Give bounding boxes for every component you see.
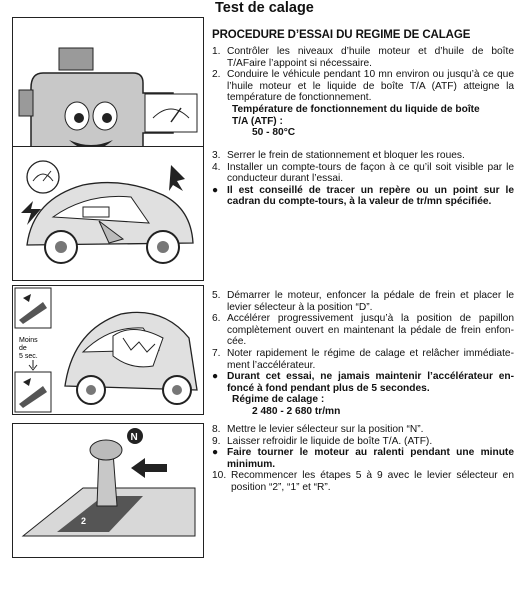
gear-selector-icon	[13, 424, 203, 557]
page-title: Test de calage	[215, 0, 314, 16]
illustration-stall-test	[12, 285, 204, 415]
note-tachometer-mark: ● Il est conseillé de tracer un repère ou un point sur le cadran du compte-tours, à la valeur de tr/mn spécifiée.	[212, 184, 514, 208]
list-item: 8. Mettre le levier sélecteur sur la position “N”.	[212, 424, 424, 435]
panel3-label-line2: de	[19, 345, 27, 352]
illustration-gear-selector	[12, 423, 204, 558]
list-item: 4. Installer un compte-tours de façon à ce qu’il soit visible par le conducteur durant l’essai.	[212, 161, 514, 185]
illustration-car-tachometer	[12, 146, 204, 281]
list-item: 1. Contrôler les niveaux d’huile moteur et d’huile de boîte T/AFaire l’appoint si nécessaire.	[212, 46, 514, 69]
stall-spec-label: Régime de calage :	[232, 394, 325, 406]
list-item: 3. Serrer le frein de stationnement et bloquer les roues.	[212, 150, 465, 161]
temperature-spec-label-2: T/A (ATF) :	[232, 115, 283, 127]
list-item: 9. Laisser refroidir le liquide de boîte T/A. (ATF).	[212, 435, 433, 447]
car-tachometer-icon	[13, 147, 203, 280]
pedal-engine-icon	[13, 286, 203, 414]
steps-8-10	[212, 424, 514, 494]
stall-spec-value: 2 480 - 2 680 tr/mn	[252, 405, 341, 417]
gear-n-badge: N	[130, 432, 138, 443]
steps-5-7	[212, 290, 514, 418]
list-item: 7. Noter rapidement le régime de calage et relâcher immédiate-ment l’accélérateur.	[212, 347, 514, 371]
list-item: 5. Démarrer le moteur, enfoncer la pédale de frein et placer le levier sélecteur à la position “D”.	[212, 290, 514, 313]
panel3-label-line3: 5 sec.	[19, 353, 38, 360]
steps-1-2	[212, 46, 514, 139]
panel4-gate-label: 2	[81, 516, 87, 526]
panel3-label-line1: Moins	[19, 337, 38, 344]
list-item: 10. Recommencer les étapes 5 à 9 avec le levier sélecteur en position “2”, “1” et “R”.	[212, 470, 514, 493]
temperature-spec-label-1: Température de fonctionnement du liquide de boîte	[232, 103, 480, 115]
steps-3-4	[212, 150, 514, 208]
procedure-heading: PROCEDURE D’ESSAI DU REGIME DE CALAGE	[212, 29, 471, 41]
list-item: 6. Accélérer progressivement jusqu’à la position de papillon complètement ouvert en maintenant la pédale de frein enfon-cée.	[212, 313, 514, 348]
list-item: 2. Conduire le véhicule pendant 10 mn environ ou jusqu’à ce que l’huile moteur et le liquide de boîte T/A (ATF) atteigne la température de fonctionnement.	[212, 69, 514, 104]
note-idle-minute: ● Faire tourner le moteur au ralenti pendant une minute minimum.	[212, 447, 514, 470]
temperature-spec-value: 50 - 80°C	[252, 127, 296, 139]
note-five-seconds: ● Durant cet essai, ne jamais maintenir l’accélérateur en-foncé à fond pendant plus de 5 secondes.	[212, 371, 514, 394]
